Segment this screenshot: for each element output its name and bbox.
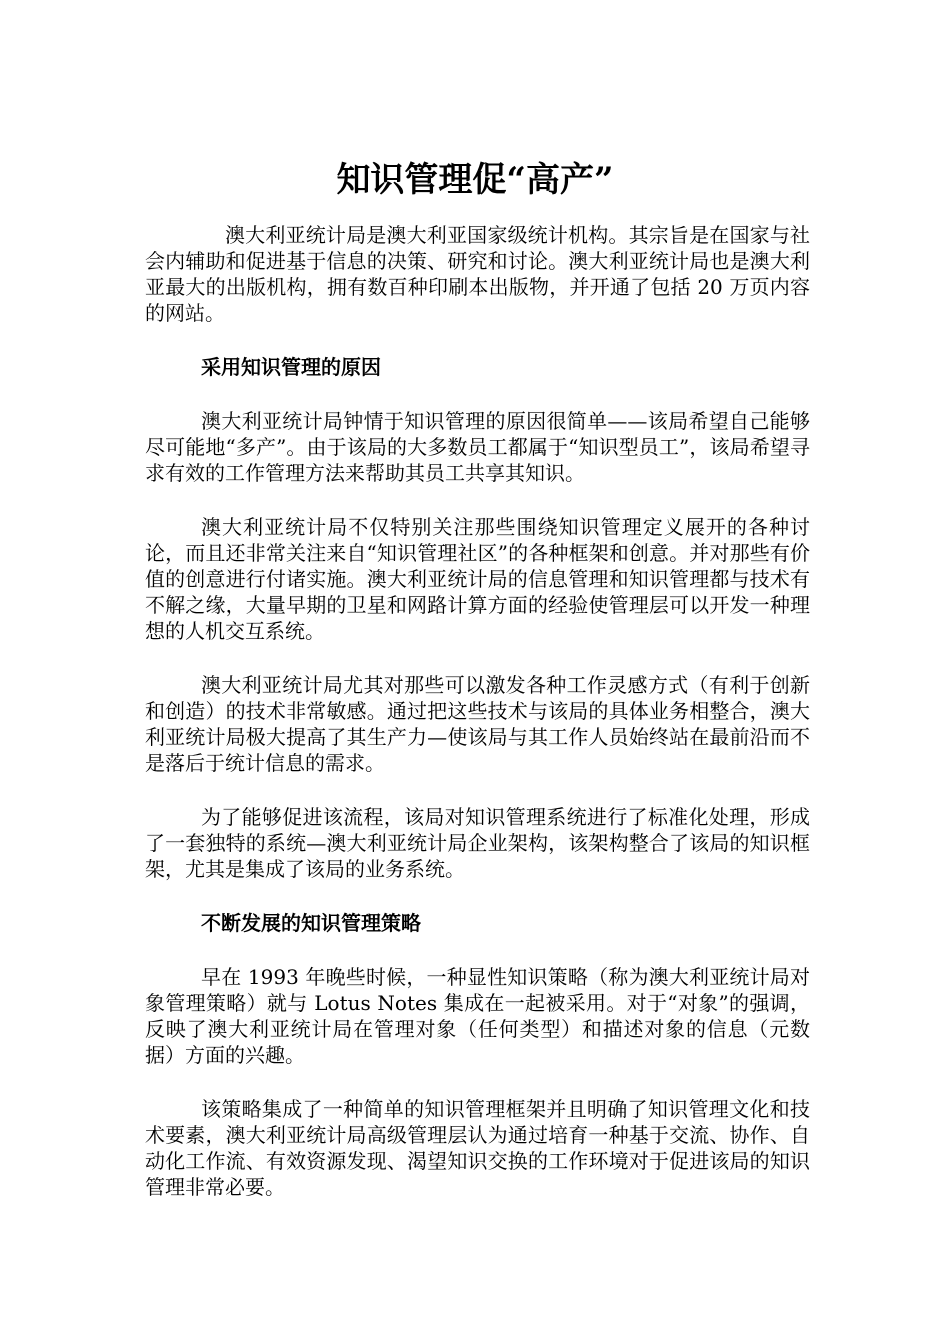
- document-body: [145, 222, 810, 1228]
- paragraph-intro: 澳大利亚统计局是澳大利亚国家级统计机构。其宗旨是在国家与社会内辅助和促进基于信息的决策、研究和讨论。澳大利亚统计局也是澳大利亚最大的出版机构，拥有数百种印刷本出版物，并开通了包括 20 万页内容的网站。: [145, 223, 810, 325]
- paragraph-strategy-1: 早在 1993 年晚些时候，一种显性知识策略（称为澳大利亚统计局对象管理策略）就与 Lotus Notes 集成在一起被采用。对于“对象”的强调，反映了澳大利亚统计局在管理对象（任何类型）和描述对象的信息（元数据）方面的兴趣。: [145, 965, 810, 1067]
- paragraph-reasons-1: 澳大利亚统计局钟情于知识管理的原因很简单——该局希望自己能够尽可能地“多产”。由于该局的大多数员工都属于“知识型员工”，该局希望寻求有效的工作管理方法来帮助其员工共享其知识。: [145, 409, 810, 485]
- paragraph-reasons-4: 为了能够促进该流程，该局对知识管理系统进行了标准化处理，形成了一套独特的系统—澳大利亚统计局企业架构，该架构整合了该局的知识框架，尤其是集成了该局的业务系统。: [145, 805, 810, 881]
- paragraph-reasons-3: 澳大利亚统计局尤其对那些可以激发各种工作灵感方式（有利于创新和创造）的技术非常敏感。通过把这些技术与该局的具体业务相整合，澳大利亚统计局极大提高了其生产力—使该局与其工作人员始终站在最前沿而不是落后于统计信息的需求。: [145, 673, 810, 775]
- paragraph-reasons-2: 澳大利亚统计局不仅特别关注那些围绕知识管理定义展开的各种讨论，而且还非常关注来自“知识管理社区”的各种框架和创意。并对那些有价值的创意进行付诸实施。澳大利亚统计局的信息管理和知识管理都与技术有不解之缘，大量早期的卫星和网路计算方面的经验使管理层可以开发一种理想的人机交互系统。: [145, 515, 810, 643]
- section-heading-strategy: 不断发展的知识管理策略: [201, 911, 421, 935]
- document-title: 知识管理促“高产”: [336, 160, 614, 200]
- paragraph-strategy-2: 该策略集成了一种简单的知识管理框架并且明确了知识管理文化和技术要素，澳大利亚统计局高级管理层认为通过培育一种基于交流、协作、自动化工作流、有效资源发现、渴望知识交换的工作环境对于促进该局的知识管理非常必要。: [145, 1097, 810, 1199]
- section-heading-reasons: 采用知识管理的原因: [201, 355, 381, 379]
